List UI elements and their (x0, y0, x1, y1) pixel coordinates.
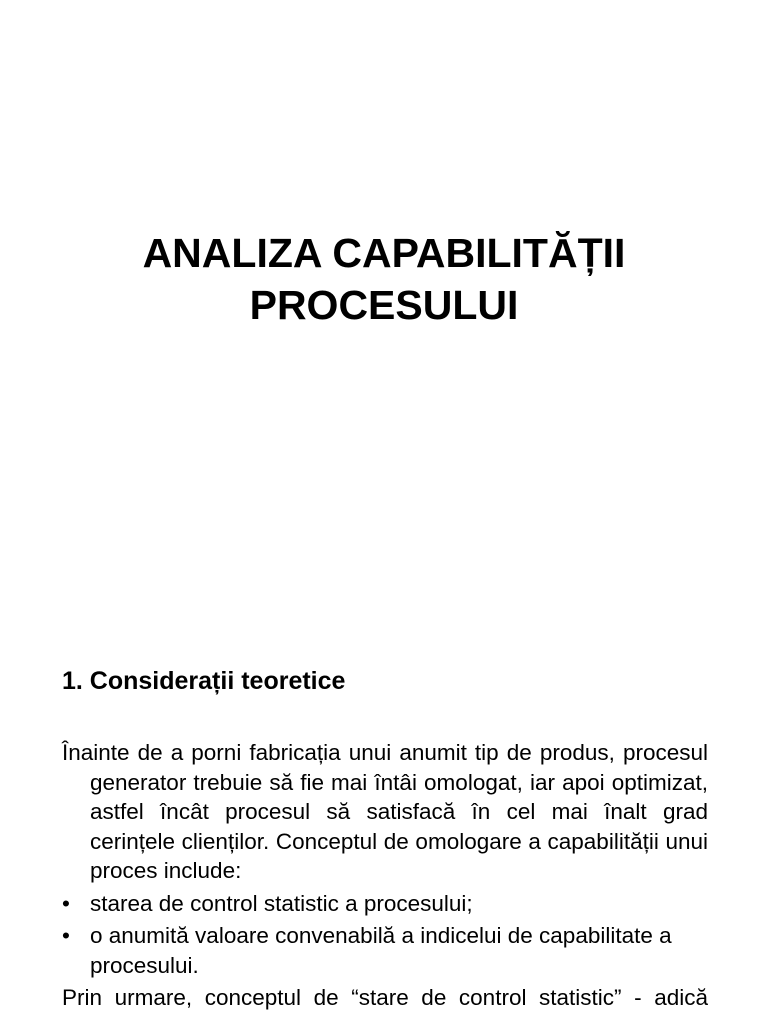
list-item (62, 889, 708, 919)
bullet-list (62, 889, 708, 981)
list-item-text: o anumită valoare convenabilă a indicelui de capabilitate a procesului. (90, 923, 672, 978)
title-line-2: PROCESULUI (249, 282, 519, 329)
bullet-icon: • (62, 923, 70, 948)
section-heading: 1. Considerații teoretice (62, 667, 346, 695)
list-item (62, 921, 708, 980)
intro-paragraph: Înainte de a porni fabricația unui anumit tip de produs, procesul generator trebuie să fie mai întâi omologat, iar apoi optimizat, astfel încât procesul să satisfacă în cel mai înalt grad cerințele clienților. Conceptul de omologare a capabilității unui proces include: (62, 740, 708, 883)
bullet-icon: • (62, 890, 70, 916)
list-item-text: starea de control statistic a procesului; (90, 890, 473, 916)
closing-paragraph: Prin urmare, conceptul de “stare de control statistic” - adică (62, 985, 708, 1010)
document-body (62, 738, 708, 1013)
document-title (0, 227, 768, 331)
title-line-1: ANALIZA CAPABILITĂȚII (142, 230, 626, 277)
